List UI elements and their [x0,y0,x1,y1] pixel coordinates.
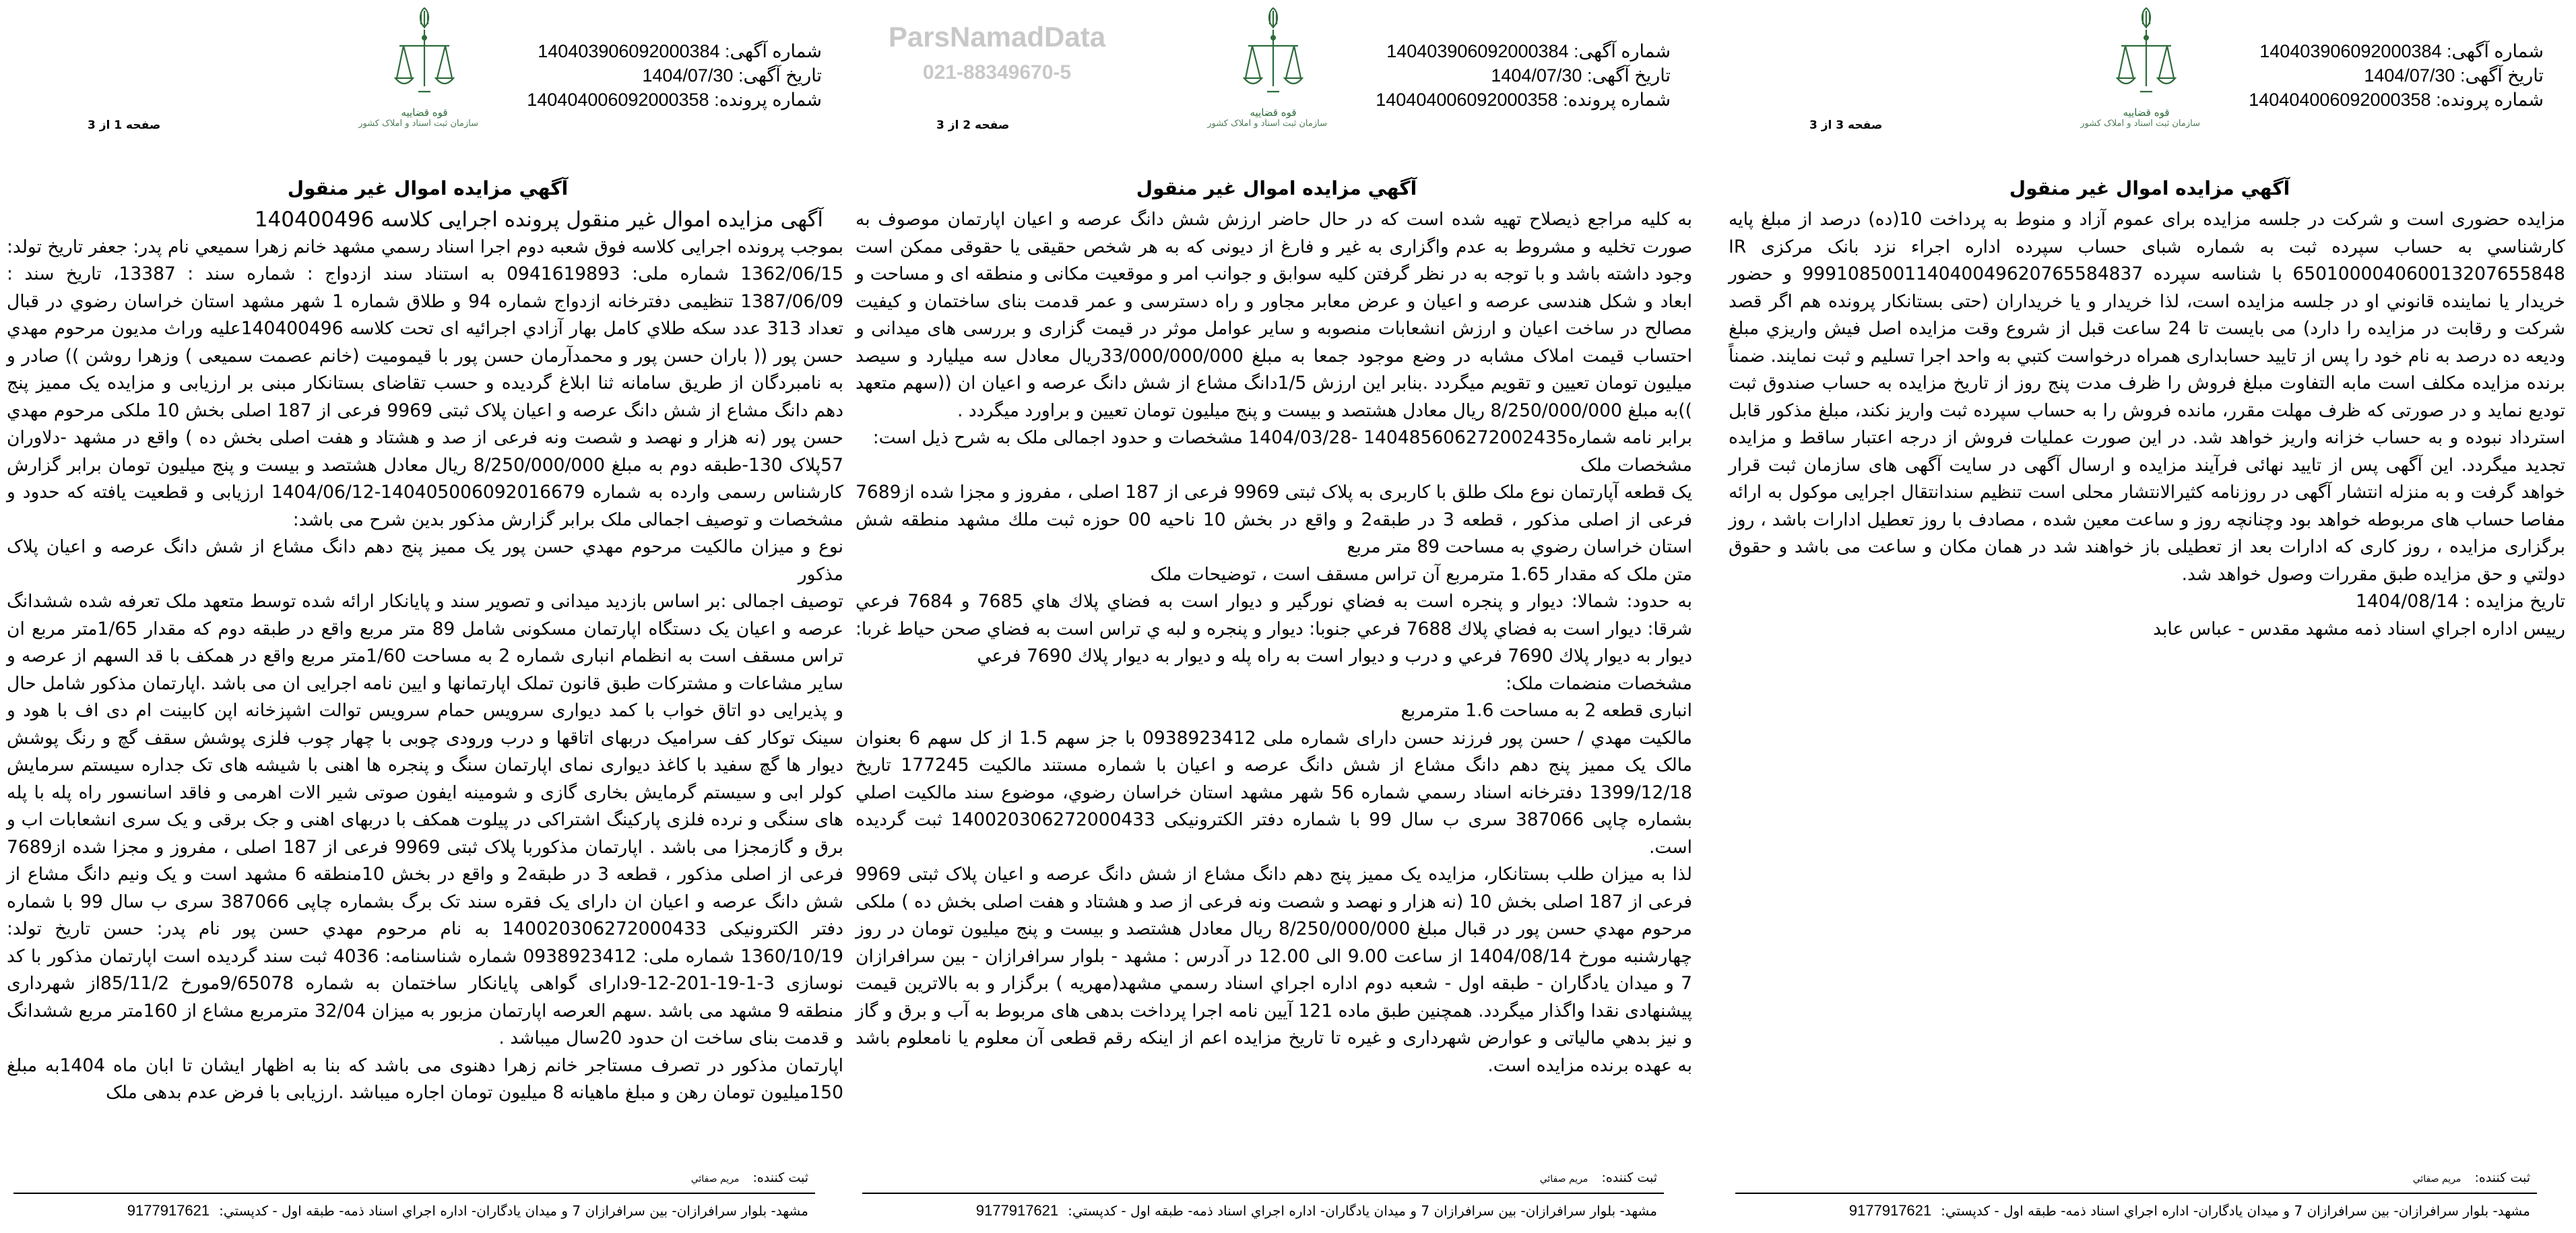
paragraph: لذا به میزان طلب بستانکار، مزایده یک ممیز پنج دهم دانگ مشاع از شش دانگ عرصه و اعیان پلاک ثبتی 9969 فرعی از 187 اصلی بخش 10 (نه هزار و نهصد و شصت ونه فرعی از صد و هشتاد و هفت اصلی بخش ده ) ملکی مرحوم مهدي حسن پور در قبال مبلغ 8/250/000/000 ریال معادل هشتصد و بیست و پنج میلیون تومان در روز چهارشنبه مورخ 1404/08/14 از ساعت 9.00 الی 12.00 در آدرس : مشهد - بلوار سرافرازان - بین سرافرازان 7 و میدان یادگاران - طبقه اول - شعبه دوم اداره اجراي اسناد رسمي مشهد(مهریه ) برگزار و به بالاترین قیمت پیشنهادی نقدا واگذار میگردد. همچنین طبق ماده 121 آیین نامه اجرا پرداخت بدهی های مربوط به آب و برق و گاز و نیز بدهي مالیاتی و عوارض شهرداری و غیره تا تاریخ مزایده اعم از اینکه رقم قطعی آن معلوم یا نامعلوم باشد به عهده برنده مزایده است. [856,864,1693,1076]
ad-date: 1404/07/30 [2364,65,2455,86]
paragraph: بموجب پرونده اجرایی کلاسه فوق شعبه دوم اجرا اسناد رسمي مشهد خانم زهرا سميعي نام پدر: جعفر تاريخ تولد: 1362/06/15 شماره ملی: 0941619893 به استناد سند ازدواج : شماره سند : 13387، تاريخ سند : 1387/06/09 تنظیمی دفترخانه ازدواج شماره 94 و طلاق شماره 1 شهر مشهد استان خراسان رضوي در قبال تعداد 313 عدد سکه طلاي کامل بهار آزادي اجرائیه ای تحت کلاسه 140400496علیه وراث مدیون مرحوم مهدي حسن پور (( باران حسن پور و محمدآرمان حسن پور با قیمومیت (خانم عصمت سمیعی ) وزهرا روشن )) صادر و به نامبردگان از طریق سامانه ثنا ابلاغ گردیده و حسب تقاضای بستانکار مبنی بر ارزیابی و مزایده یک ممیز پنج دهم دانگ مشاع از شش دانگ عرصه و اعیان پلاک ثبتی 9969 فرعی از 187 اصلی بخش 10 ملکی مرحوم مهدي حسن پور (نه هزار و نهصد و شصت ونه فرعی از صد و هشتاد و هفت اصلی بخش ده ) واقع در مشهد -دلاوران 57پلاک 130-طبقه دوم به مبلغ 8/250/000/000 ریال معادل هشتصد و بیست و پنج میلیون تومان برابر گزارش کارشناس رسمی وارده به شماره 140405006092016679-1404/06/12 ارزیابی و قطعیت یافته که حدود و مشخصات و توصیف اجمالی ملک برابر گزارش مذکور بدین شرح می باشد: [7,236,843,530]
ad-number: 140403906092000384 [2259,41,2442,61]
office-address [976,1201,1657,1221]
page-number: صفحه 2 از 3 [936,119,1010,132]
registrar [2413,1168,2530,1189]
file-number-row [1376,88,1671,112]
registrar-name: مریم صفائي [1539,1174,1588,1184]
scales-of-justice-icon [394,5,455,106]
paragraph: مشخصات منضمات ملک: [1506,672,1692,694]
postal-code: 9177917621 [1848,1202,1932,1219]
ad-number: 140403906092000384 [538,41,720,61]
ad-date-label: تاریخ آگهی: [2459,65,2544,86]
ad-number: 140403906092000384 [1386,41,1569,61]
notice-info [527,39,822,112]
logo-text-registration-org: سازمان ثبت اسناد و املاک کشور [2080,119,2200,129]
postal-code: 9177917621 [127,1202,210,1219]
file-number: 140404006092000358 [1376,90,1558,110]
paragraph: مزایده حضوری است و شرکت در جلسه مزایده برای عموم آزاد و منوط به پرداخت 10(ده) درصد از مبلغ پایه کارشناسي به حساب سپرده ثبت به شماره شبای حساب سپرده اداره اجراء نزد بانک مرکزی IR 650100004060013207655848 با شناسه سپرده 999108500114040049620765584837 و حضور خریدار یا نماینده قانوني او در جلسه مزایده است، لذا خریدار و یا خریداران (حتی بستانکار پرونده هم اگر قصد شرکت و رقابت در مزایده را دارد) می بایست تا 24 ساعت قبل از شروع وقت مزایده اصل فیش واریزي مبلغ ودیعه ده درصد به نام خود را پس از تایید حسابداری همراه درخواست کتبي به واحد اجرا تسلیم و ثبت نمایند. ضمناً برنده مزایده مکلف است مابه التفاوت مبلغ فروش را ظرف مدت پنج روز از تاریخ مزایده به حساب صندوق ثبت تودیع نماید و در صورتی که ظرف مهلت مقرر، مانده فروش را به حساب سپرده ثبت واریز نکند، مبلغ مذکور قابل استرداد نبوده و به حساب خزانه واریز خواهد شد. در این صورت عملیات فروش از درجه اعتبار ساقط و مزایده تجدید میگردد. این آگهی پس از تایید نهائی فرآیند مزایده و ارسال آگهی در سایت آگهی های سازمان ثبت قرار خواهد گرفت و به منزله انتشار آگهی در روزنامه کثیرالانتشار محلی است تنظیم سندانتقال اجرایی موکول به ارائه مفاصا حساب های مربوطه خواهد بود وچنانچه روز و ساعت معین شده ، مصادف با روز تعطیل ادارات باشد ، روز برگزاری مزایده ، روز کاری که ادارات بعد از تعطیلی باز خواهند شد در همان مکان و ساعت می باشد و حقوق دولتي و حق مزایده طبق مقررات وصول خواهد شد. [1729,209,2566,585]
logo-text-judiciary: قوه قضاییه [1250,106,1297,119]
footer-divider [1735,1193,2537,1194]
footer-divider [13,1193,815,1194]
registrar-label: ثبت کننده: [2474,1170,2530,1185]
logo-text-judiciary: قوه قضاییه [2123,106,2170,119]
paragraph: مشخصات ملک [1580,454,1692,476]
judiciary-emblem-logo [2080,5,2200,160]
paragraph: تاریخ مزایده : 1404/08/14 [2355,591,2565,612]
ad-number-label: شماره آگهی: [1574,41,1671,61]
file-number-row [2249,88,2544,112]
watermark-phone: 021-88349670-5 [922,61,1072,84]
paragraph: به حدود: شمالا: دیوار و پنجره است به فضاي نورگیر و دیوار است به فضاي پلاك هاي 7685 و 7684 فرعي شرقا: ديوار است به فضاي پلاك 7688 فرعي جنوبا: ديوار و پنجره و لبه ي تراس است به فضاي صحن حياط غربا: ديوار به ديوار پلاك 7690 فرعي و درب و ديوار است به راه پله و ديوار به ديوار پلاك 7690 فرعي [856,591,1692,666]
notice-body [1729,206,2565,643]
footer-divider [862,1193,1664,1194]
judiciary-emblem-logo [1207,5,1327,160]
office-address [1849,1201,2530,1221]
ad-date-row [527,63,822,88]
notice-body [856,206,1692,1079]
notice-title: آگهي مزایده اموال غیر منقول [1136,177,1417,199]
notice-body [7,206,843,1107]
registrar-name: مریم صفائي [2412,1174,2461,1184]
scales-of-justice-icon [1243,5,1303,106]
paragraph: مالکیت مهدي / حسن پور فرزند حسن دارای شماره ملی 0938923412 با جز سهم 1.5 از کل سهم 6 بعنوان مالک یک ممیز پنج دهم دانگ مشاع از شش دانگ عرصه و اعیان با شماره مستند مالکیت 177245 تاریخ 1399/12/18 دفترخانه اسناد رسمي شماره 56 شهر مشهد استان خراسان رضوي، موضوع سند مالکیت اصلي بشماره چاپی 387066 سری ب سال 99 با شماره دفتر الکترونیکی 140020306272000433 ثبت گردیده است. [856,727,1693,858]
registrar-name: مریم صفائي [690,1174,740,1184]
paragraph: نوع و میزان مالکیت مرحوم مهدي حسن پور یک ممیز پنج دهم دانگ مشاع از شش دانگ عرصه و اعیان پلاک مذکور [7,536,843,585]
file-number: 140404006092000358 [2249,90,2431,110]
logo-text-registration-org: سازمان ثبت اسناد و املاک کشور [1207,119,1327,129]
ad-number-row [527,39,822,63]
file-number-label: شماره پرونده: [2436,90,2544,110]
judiciary-emblem-logo [358,5,478,160]
ad-number-label: شماره آگهی: [725,41,822,61]
paragraph: آگهی مزایده اموال غیر منقول پرونده اجرایی کلاسه 140400496 [254,208,823,232]
registrar [1540,1168,1657,1189]
notice-info [2249,39,2544,112]
paragraph: به کلیه مراجع ذیصلاح تهیه شده است که در حال حاضر ارزش شش دانگ عرصه و اعیان اپارتمان موصوف به صورت تخلیه و مشروط به عدم واگزاری به غیر و فارغ از دیونی که به هر شخص حقیقی یا حقوقی ممکن است وجود داشته باشد و با توجه به در نظر گرفتن کلیه سوابق و جوانب امر و موقعیت مکانی و منطقه ای و مساحت و ابعاد و شکل هندسی عرصه و اعیان و عرض معابر مجاور و راه دسترسی و عمر قدمت بنای ساختمان و کیفیت مصالح در ساخت اعیان و ارزش انشعابات منصوبه و سایر عوامل موثر در قیمت گزاری و بررسی های میدانی و احتساب قیمت املاک مشابه در وضع موجود جمعا به مبلغ 33/000/000/000ریال معادل سه میلیارد و سیصد میلیون تومان تعیین و تقویم میگردد .بنابر این ارزش 1/5دانگ مشاع از شش دانگ عرصه و اعیان ان ((سهم متعهد ))به مبلغ 8/250/000/000 ریال معادل هشتصد و بیست و پنج میلیون تومان تعیین و براورد میگردد . [856,209,1692,421]
address-text: مشهد- بلوار سرافرازان- بین سرافرازان 7 و میدان یادگاران- اداره اجراي اسناد ذمه- طبقه اول - کدپستي: [1068,1203,1657,1219]
address-text: مشهد- بلوار سرافرازان- بین سرافرازان 7 و میدان یادگاران- اداره اجراي اسناد ذمه- طبقه اول - کدپستي: [1941,1203,2530,1219]
notice-page-2 [856,0,1698,1233]
registrar [691,1168,808,1189]
ad-number-row [2249,39,2544,63]
notice-title: آگهي مزایده اموال غیر منقول [2009,177,2290,199]
paragraph: متن ملک که مقدار 1.65 مترمربع آن تراس مسقف است ، توضیحات ملک [1150,563,1692,585]
file-number-label: شماره پرونده: [714,90,822,110]
paragraph: انباری قطعه 2 به مساحت 1.6 مترمربع [1400,700,1692,721]
logo-text-registration-org: سازمان ثبت اسناد و املاک کشور [358,119,478,129]
paragraph: رییس اداره اجراي اسناد ذمه مشهد مقدس - عباس عابد [2153,618,2565,639]
ad-date-label: تاریخ آگهی: [738,65,822,86]
paragraph: یک قطعه آپارتمان نوع ملک طلق با کاربری به پلاک ثبتی 9969 فرعی از 187 اصلی ، مفروز و مجزا شده از7689 فرعی از اصلی مذکور ، قطعه 3 در طبقه2 و واقع در بخش 10 ناحیه 00 حوزه ثبت ملك مشهد منطقه شش استان خراسان رضوي به مساحت 89 متر مربع [856,482,1692,557]
paragraph: توصیف اجمالی :بر اساس بازدید میدانی و تصویر سند و پایانکار ارائه شده توسط متعهد ملک تعرفه شده ششدانگ عرصه و اعیان یک دستگاه اپارتمان مسکونی شامل 89 متر مربع واقع در طبقه دوم که مقدار 1/65متر مربع ان تراس مسقف است به انظمام انباری شماره 2 به مساحت 1/60متر مربع واقع در همکف با قد السهم از عرصه و سایر مشاعات و مشترکات طبق قانون تملک اپارتمانها و ایین نامه اجرایی ان می باشد .اپارتمان مذکور شامل حال و پذیرایی دو اتاق خواب با کمد دیواری سرویس حمام سرویس توالت اشپزخانه اپن کابینت ام دی اف با هود و سینک توکار کف سرامیک دربهای اتاقها و درب ورودی چوبی با چهار چوب فلزی پوشش سقف گچ و رنگ پوشش دیوار ها گچ سفید با کاغذ دیواری نمای اپارتمان سنگ و پنجره ها اهنی با شیشه های تک جداره سیستم سرمایش کولر ابی و سیستم گرمایش بخاری گازی و شومینه ایفون صوتی شیر الات اهرمی و فاقد اسانسور راه پله با پله های سنگی و نرده فلزی پارکینگ اشتراکی در پیلوت همکف با دربهای اهنی و جک برقی و یک سری انشعابات اب و برق و گازمجزا می باشد . اپارتمان مذکوربا پلاک ثبتی 9969 فرعی از 187 اصلی ، مفروز و مجزا شده از7689 فرعی از اصلی مذکور ، قطعه 3 در طبقه2 و واقع در بخش 10منطقه 6 مشهد است و یک ونیم دانگ مشاع از شش دانگ عرصه و اعیان ان دارای یک فقره سند تک برگ بشماره چاپی 387066 سری ب سال 99 با شماره دفتر الکترونیکی 140020306272000433 به نام مرحوم مهدي حسن پور نام پدر: حسن تاریخ تولد: 1360/10/19 شماره ملی: 0938923412 شماره شناسنامه: 4036 ثبت سند گردیده است اپارتمان مذکور با کد نوسازی 3-1-19-201-12-9دارای گواهی پایانکار ساختمان به شماره 9/65078مورخ 85/11/2از شهرداری منطقه 9 مشهد می باشد .سهم العرصه اپارتمان مزبور به میزان 32/04 مترمربع مشاع از 160متر مربع ششدانگ و قدمت بنای ساخت ان حدود 20سال میباشد . [7,591,844,1048]
postal-code: 9177917621 [975,1202,1059,1219]
watermark [876,20,1118,86]
file-number-label: شماره پرونده: [1563,90,1671,110]
paragraph: اپارتمان مذکور در تصرف مستاجر خانم زهرا دهنوی می باشد که بنا به اظهار ایشان تا ابان ماه 1404به مبلغ 150میلیون تومان رهن و مبلغ ماهیانه 8 میلیون تومان اجاره میباشد .ارزیابی با فرض عدم بدهی ملک [7,1054,844,1103]
registrar-label: ثبت کننده: [752,1170,808,1185]
notice-info [1376,39,1671,112]
page-number: صفحه 1 از 3 [88,119,161,132]
ad-date: 1404/07/30 [642,65,734,86]
ad-date-label: تاریخ آگهی: [1586,65,1671,86]
page-number: صفحه 3 از 3 [1809,119,1883,132]
file-number-row [527,88,822,112]
ad-number-row [1376,39,1671,63]
ad-number-label: شماره آگهی: [2447,41,2544,61]
notice-title: آگهي مزایده اموال غیر منقول [287,177,569,199]
ad-date-row [1376,63,1671,88]
office-address [127,1201,808,1221]
address-text: مشهد- بلوار سرافرازان- بین سرافرازان 7 و میدان یادگاران- اداره اجراي اسناد ذمه- طبقه اول - کدپستي: [219,1203,808,1219]
notice-page-1 [7,0,849,1233]
paragraph: برابر نامه شماره140485606272002435 -1404/03/28 مشخصات و حدود اجمالی ملک به شرح ذیل است: [872,427,1692,448]
ad-date: 1404/07/30 [1491,65,1582,86]
watermark-brand: ParsNamadData [888,21,1106,53]
registrar-label: ثبت کننده: [1601,1170,1657,1185]
notice-page-3 [1729,0,2571,1233]
logo-text-judiciary: قوه قضاییه [401,106,448,119]
file-number: 140404006092000358 [527,90,709,110]
scales-of-justice-icon [2116,5,2177,106]
ad-date-row [2249,63,2544,88]
